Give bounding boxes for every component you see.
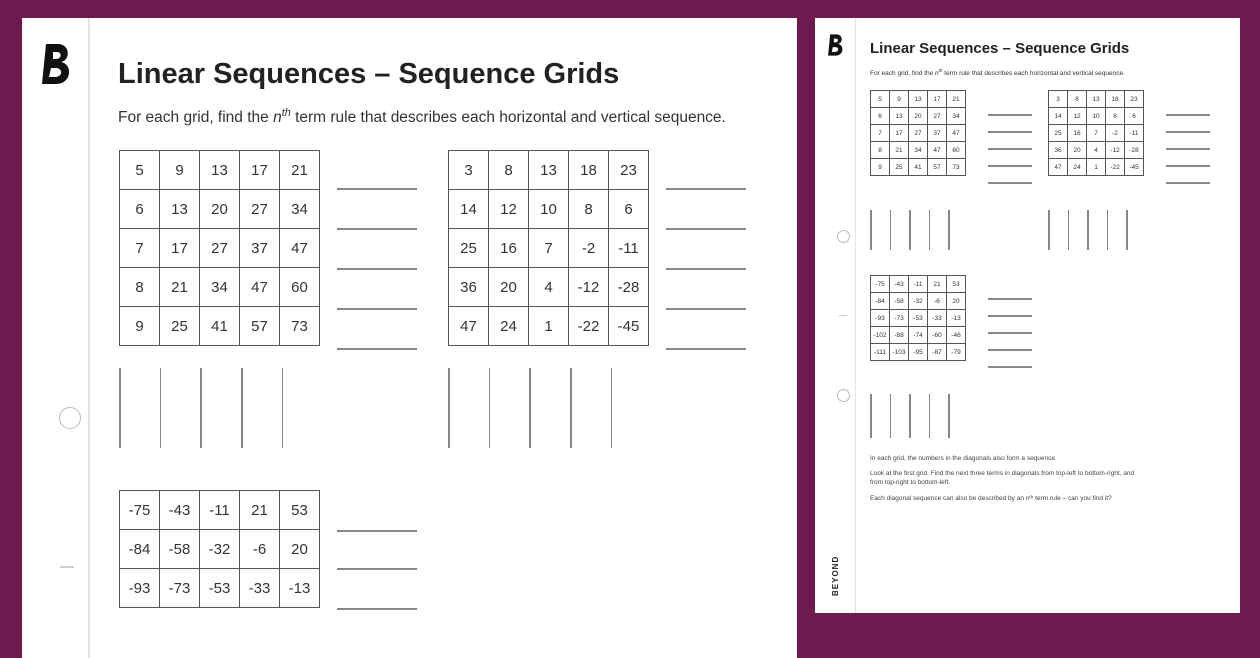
grid-cell: 13 bbox=[909, 91, 928, 108]
grid-cell: 9 bbox=[890, 91, 909, 108]
grid-cell: 20 bbox=[909, 108, 928, 125]
grid-row bbox=[871, 344, 966, 361]
row-answer-line bbox=[337, 608, 417, 610]
grid-cell: 16 bbox=[489, 229, 529, 268]
grid-cell: -12 bbox=[1106, 142, 1125, 159]
column-answer-line bbox=[119, 368, 121, 448]
worksheet-main bbox=[22, 18, 797, 658]
grid-cell: 6 bbox=[120, 190, 160, 229]
grid-cell: 41 bbox=[909, 159, 928, 176]
grid-cell: -75 bbox=[120, 491, 160, 530]
grid-cell: -22 bbox=[569, 307, 609, 346]
grid-cell: 47 bbox=[928, 142, 947, 159]
grid-row bbox=[871, 293, 966, 310]
grid-row bbox=[871, 276, 966, 293]
margin-line bbox=[855, 18, 856, 613]
row-answer-line bbox=[988, 182, 1032, 184]
grid-cell: -46 bbox=[947, 327, 966, 344]
grid-cell: -11 bbox=[1125, 125, 1144, 142]
row-answer-line bbox=[988, 315, 1032, 317]
sequence-grid-2 bbox=[1048, 90, 1144, 176]
column-answer-line bbox=[890, 394, 892, 438]
grid-cell: -73 bbox=[890, 310, 909, 327]
grid-cell: 21 bbox=[928, 276, 947, 293]
grid-cell: -12 bbox=[569, 268, 609, 307]
grid-cell: 18 bbox=[569, 151, 609, 190]
grid-cell: 34 bbox=[947, 108, 966, 125]
column-answer-line bbox=[282, 368, 284, 448]
column-answer-line bbox=[1068, 210, 1070, 250]
grid-cell: 13 bbox=[200, 151, 240, 190]
grid-cell: 7 bbox=[120, 229, 160, 268]
grid-cell: -45 bbox=[1125, 159, 1144, 176]
row-answer-line bbox=[1166, 148, 1210, 150]
column-answer-line bbox=[529, 368, 531, 448]
grid-cell: 34 bbox=[280, 190, 320, 229]
row-answer-line bbox=[988, 298, 1032, 300]
grid-cell: -2 bbox=[569, 229, 609, 268]
grid-cell: -33 bbox=[240, 569, 280, 608]
grid-cell: -2 bbox=[1106, 125, 1125, 142]
column-answer-line bbox=[241, 368, 243, 448]
diagonal-text: from top-right to bottom-left. bbox=[870, 479, 951, 486]
column-answer-line bbox=[160, 368, 162, 448]
grid-cell: 20 bbox=[1068, 142, 1087, 159]
grid-cell: 8 bbox=[120, 268, 160, 307]
sequence-grid-3 bbox=[870, 275, 966, 361]
grid-cell: -45 bbox=[609, 307, 649, 346]
grid-cell: 21 bbox=[947, 91, 966, 108]
grid-row bbox=[871, 310, 966, 327]
grid-cell: 6 bbox=[871, 108, 890, 125]
page-title: Linear Sequences – Sequence Grids bbox=[870, 40, 1130, 57]
grid-cell: 14 bbox=[1049, 108, 1068, 125]
row-answer-line bbox=[988, 131, 1032, 133]
grid-cell: 20 bbox=[200, 190, 240, 229]
grid-cell: 47 bbox=[947, 125, 966, 142]
grid-row bbox=[120, 190, 320, 229]
grid-cell: -58 bbox=[160, 530, 200, 569]
grid-row bbox=[449, 190, 649, 229]
grid-cell: 37 bbox=[928, 125, 947, 142]
row-answer-line bbox=[337, 308, 417, 310]
grid-cell: -28 bbox=[1125, 142, 1144, 159]
column-answer-line bbox=[1126, 210, 1128, 250]
row-answer-line bbox=[1166, 114, 1210, 116]
grid-cell: 27 bbox=[928, 108, 947, 125]
grid-cell: 34 bbox=[200, 268, 240, 307]
grid-cell: 1 bbox=[1087, 159, 1106, 176]
grid-cell: 27 bbox=[240, 190, 280, 229]
grid-cell: 21 bbox=[890, 142, 909, 159]
row-answer-line bbox=[1166, 165, 1210, 167]
grid-cell: -33 bbox=[928, 310, 947, 327]
column-answer-line bbox=[929, 210, 931, 250]
row-answer-line bbox=[337, 348, 417, 350]
column-answer-line bbox=[570, 368, 572, 448]
row-answer-line bbox=[988, 165, 1032, 167]
grid-cell: 10 bbox=[529, 190, 569, 229]
grid-cell: 16 bbox=[1068, 125, 1087, 142]
grid-cell: 20 bbox=[280, 530, 320, 569]
grid-cell: 23 bbox=[1125, 91, 1144, 108]
row-answer-line bbox=[988, 148, 1032, 150]
grid-cell: 13 bbox=[1087, 91, 1106, 108]
grid-cell: 10 bbox=[1087, 108, 1106, 125]
grid-cell: 47 bbox=[240, 268, 280, 307]
grid-cell: 14 bbox=[449, 190, 489, 229]
grid-cell: 8 bbox=[489, 151, 529, 190]
grid-cell: 25 bbox=[160, 307, 200, 346]
sequence-grid-1 bbox=[870, 90, 966, 176]
grid-cell: 8 bbox=[1106, 108, 1125, 125]
grid-cell: 27 bbox=[909, 125, 928, 142]
worksheet-preview bbox=[815, 18, 1240, 613]
row-answer-line bbox=[666, 348, 746, 350]
grid-cell: 12 bbox=[489, 190, 529, 229]
row-answer-line bbox=[666, 228, 746, 230]
grid-cell: -43 bbox=[160, 491, 200, 530]
grid-cell: -93 bbox=[120, 569, 160, 608]
grid-cell: 24 bbox=[1068, 159, 1087, 176]
grid-row bbox=[120, 268, 320, 307]
grid-cell: 17 bbox=[240, 151, 280, 190]
grid-cell: 8 bbox=[871, 142, 890, 159]
column-answer-line bbox=[611, 368, 613, 448]
grid-cell: 47 bbox=[1049, 159, 1068, 176]
punch-hole bbox=[837, 230, 850, 243]
grid-cell: 53 bbox=[280, 491, 320, 530]
grid-cell: 9 bbox=[871, 159, 890, 176]
row-answer-line bbox=[666, 308, 746, 310]
grid-cell: 7 bbox=[871, 125, 890, 142]
column-answer-line bbox=[1107, 210, 1109, 250]
column-answer-line bbox=[1048, 210, 1050, 250]
grid-cell: 34 bbox=[909, 142, 928, 159]
grid-cell: 6 bbox=[1125, 108, 1144, 125]
row-answer-line bbox=[1166, 131, 1210, 133]
grid-cell: 25 bbox=[890, 159, 909, 176]
grid-cell: 12 bbox=[1068, 108, 1087, 125]
grid-cell: 41 bbox=[200, 307, 240, 346]
grid-cell: 47 bbox=[280, 229, 320, 268]
grid-cell: 13 bbox=[160, 190, 200, 229]
grid-cell: 13 bbox=[890, 108, 909, 125]
grid-cell: -32 bbox=[909, 293, 928, 310]
column-answer-line bbox=[448, 368, 450, 448]
grid-cell: 57 bbox=[928, 159, 947, 176]
grid-row bbox=[871, 142, 966, 159]
grid-cell: 20 bbox=[947, 293, 966, 310]
grid-row bbox=[449, 268, 649, 307]
grid-cell: -84 bbox=[871, 293, 890, 310]
grid-row bbox=[871, 108, 966, 125]
grid-cell: -75 bbox=[871, 276, 890, 293]
grid-cell: 25 bbox=[449, 229, 489, 268]
row-answer-line bbox=[988, 114, 1032, 116]
column-answer-line bbox=[489, 368, 491, 448]
grid-cell: -102 bbox=[871, 327, 890, 344]
grid-cell: -111 bbox=[871, 344, 890, 361]
grid-cell: 23 bbox=[609, 151, 649, 190]
grid-cell: -58 bbox=[890, 293, 909, 310]
diagonal-text: Look at the first grid. Find the next three terms in diagonals from top-left to bottom-right, and bbox=[870, 470, 1135, 477]
grid-cell: 24 bbox=[489, 307, 529, 346]
grid-cell: -11 bbox=[909, 276, 928, 293]
row-answer-line bbox=[988, 349, 1032, 351]
grid-row bbox=[120, 569, 320, 608]
grid-cell: 8 bbox=[1068, 91, 1087, 108]
grid-cell: -93 bbox=[871, 310, 890, 327]
grid-cell: 4 bbox=[1087, 142, 1106, 159]
grid-cell: 73 bbox=[280, 307, 320, 346]
sequence-grid-1 bbox=[119, 150, 320, 346]
grid-row bbox=[1049, 91, 1144, 108]
grid-row bbox=[120, 229, 320, 268]
grid-cell: 6 bbox=[609, 190, 649, 229]
grid-cell: 36 bbox=[1049, 142, 1068, 159]
grid-cell: 73 bbox=[947, 159, 966, 176]
row-answer-line bbox=[988, 366, 1032, 368]
grid-cell: 5 bbox=[871, 91, 890, 108]
column-answer-line bbox=[890, 210, 892, 250]
beyond-logo-icon bbox=[40, 40, 74, 88]
grid-cell: 7 bbox=[529, 229, 569, 268]
grid-row bbox=[1049, 159, 1144, 176]
grid-row bbox=[871, 125, 966, 142]
grid-cell: -11 bbox=[609, 229, 649, 268]
sequence-grid-3 bbox=[119, 490, 320, 608]
row-answer-line bbox=[337, 188, 417, 190]
column-answer-line bbox=[1087, 210, 1089, 250]
grid-cell: -95 bbox=[909, 344, 928, 361]
grid-cell: -87 bbox=[928, 344, 947, 361]
grid-row bbox=[449, 151, 649, 190]
margin-line bbox=[88, 18, 90, 658]
grid-cell: 47 bbox=[449, 307, 489, 346]
page-title: Linear Sequences – Sequence Grids bbox=[118, 58, 620, 90]
grid-cell: -73 bbox=[160, 569, 200, 608]
grid-cell: 21 bbox=[160, 268, 200, 307]
grid-row bbox=[871, 327, 966, 344]
instructions: For each grid, find the $n^{th}$ term rule that describes each horizontal and vertical sequence. bbox=[118, 107, 726, 127]
grid-cell: 37 bbox=[240, 229, 280, 268]
grid-row bbox=[449, 229, 649, 268]
grid-cell: -22 bbox=[1106, 159, 1125, 176]
grid-cell: -53 bbox=[909, 310, 928, 327]
grid-cell: 4 bbox=[529, 268, 569, 307]
column-answer-line bbox=[909, 210, 911, 250]
margin-dash bbox=[839, 315, 847, 316]
grid-cell: 27 bbox=[200, 229, 240, 268]
grid-cell: 21 bbox=[280, 151, 320, 190]
grid-cell: 8 bbox=[569, 190, 609, 229]
grid-cell: 9 bbox=[160, 151, 200, 190]
grid-cell: -53 bbox=[200, 569, 240, 608]
punch-hole bbox=[59, 407, 81, 429]
grid-cell: 36 bbox=[449, 268, 489, 307]
grid-row bbox=[871, 91, 966, 108]
row-answer-line bbox=[988, 332, 1032, 334]
grid-row bbox=[120, 491, 320, 530]
grid-cell: -11 bbox=[200, 491, 240, 530]
margin-dash bbox=[60, 566, 74, 568]
column-answer-line bbox=[929, 394, 931, 438]
diagonal-text: In each grid, the numbers in the diagonals also form a sequence. bbox=[870, 455, 1057, 462]
grid-cell: -74 bbox=[909, 327, 928, 344]
grid-cell: 13 bbox=[529, 151, 569, 190]
row-answer-line bbox=[337, 568, 417, 570]
grid-cell: -13 bbox=[280, 569, 320, 608]
grid-cell: -60 bbox=[928, 327, 947, 344]
grid-cell: -32 bbox=[200, 530, 240, 569]
grid-cell: 25 bbox=[1049, 125, 1068, 142]
grid-cell: 3 bbox=[1049, 91, 1068, 108]
grid-cell: -6 bbox=[928, 293, 947, 310]
grid-row bbox=[120, 151, 320, 190]
grid-cell: 57 bbox=[240, 307, 280, 346]
grid-cell: -28 bbox=[609, 268, 649, 307]
grid-cell: -79 bbox=[947, 344, 966, 361]
diagonal-text: Each diagonal sequence can also be described by an nᵗʰ term rule – can you find it? bbox=[870, 495, 1112, 502]
grid-cell: -103 bbox=[890, 344, 909, 361]
brand-label: BEYOND bbox=[831, 555, 840, 596]
grid-cell: 9 bbox=[120, 307, 160, 346]
grid-cell: 5 bbox=[120, 151, 160, 190]
column-answer-line bbox=[870, 394, 872, 438]
column-answer-line bbox=[200, 368, 202, 448]
grid-cell: 60 bbox=[947, 142, 966, 159]
grid-cell: 21 bbox=[240, 491, 280, 530]
grid-cell: 60 bbox=[280, 268, 320, 307]
grid-row bbox=[120, 530, 320, 569]
grid-cell: -84 bbox=[120, 530, 160, 569]
grid-cell: 17 bbox=[890, 125, 909, 142]
grid-cell: -88 bbox=[890, 327, 909, 344]
row-answer-line bbox=[666, 188, 746, 190]
row-answer-line bbox=[337, 228, 417, 230]
grid-cell: 7 bbox=[1087, 125, 1106, 142]
row-answer-line bbox=[1166, 182, 1210, 184]
grid-cell: -13 bbox=[947, 310, 966, 327]
grid-cell: 3 bbox=[449, 151, 489, 190]
grid-row bbox=[449, 307, 649, 346]
column-answer-line bbox=[948, 210, 950, 250]
punch-hole bbox=[837, 389, 850, 402]
grid-cell: 18 bbox=[1106, 91, 1125, 108]
row-answer-line bbox=[337, 268, 417, 270]
sequence-grid-2 bbox=[448, 150, 649, 346]
grid-cell: 1 bbox=[529, 307, 569, 346]
row-answer-line bbox=[337, 530, 417, 532]
grid-cell: 17 bbox=[160, 229, 200, 268]
grid-row bbox=[120, 307, 320, 346]
grid-cell: 53 bbox=[947, 276, 966, 293]
column-answer-line bbox=[948, 394, 950, 438]
grid-cell: -43 bbox=[890, 276, 909, 293]
column-answer-line bbox=[909, 394, 911, 438]
grid-row bbox=[1049, 108, 1144, 125]
grid-row bbox=[871, 159, 966, 176]
grid-cell: 20 bbox=[489, 268, 529, 307]
grid-cell: -6 bbox=[240, 530, 280, 569]
grid-row bbox=[1049, 125, 1144, 142]
grid-row bbox=[1049, 142, 1144, 159]
instructions: For each grid, find the $n^{th}$ term rule that describes each horizontal and vertical sequence. bbox=[870, 68, 1125, 78]
column-answer-line bbox=[870, 210, 872, 250]
grid-cell: 17 bbox=[928, 91, 947, 108]
beyond-logo-icon bbox=[827, 32, 845, 58]
row-answer-line bbox=[666, 268, 746, 270]
